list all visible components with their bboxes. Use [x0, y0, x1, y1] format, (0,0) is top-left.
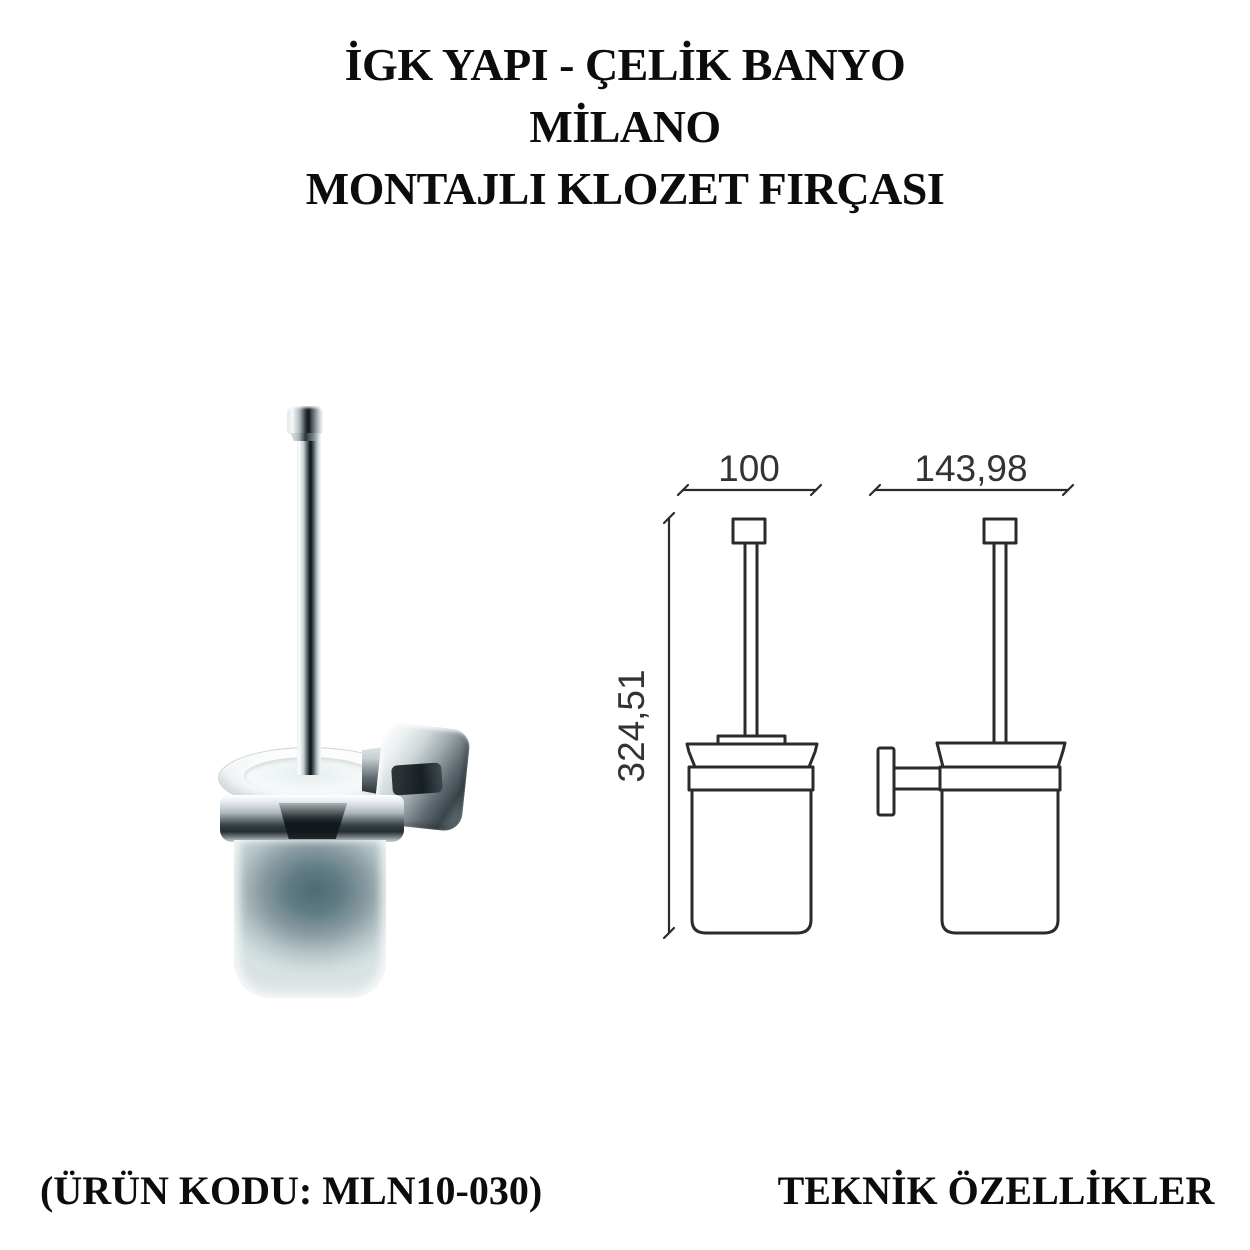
side-view	[878, 519, 1065, 933]
wall-bracket-plate	[373, 722, 471, 833]
title-brand: İGK YAPI - ÇELİK BANYO	[344, 39, 906, 90]
front-rod	[745, 543, 757, 736]
front-knob	[733, 519, 765, 543]
technical-specs-label: TEKNİK ÖZELLİKLER	[777, 1168, 1215, 1213]
dim-label-side-width: 143,98	[914, 448, 1028, 489]
wall-bracket-arm	[362, 738, 442, 806]
title-product: MONTAJLI KLOZET FIRÇASI	[305, 163, 945, 214]
side-bracket-arm	[894, 768, 943, 789]
dim-label-height: 324,51	[611, 669, 652, 783]
front-cup	[692, 790, 811, 933]
glass-cup-rim	[218, 747, 402, 809]
side-knob	[984, 519, 1016, 543]
front-band	[689, 767, 813, 790]
side-collar	[937, 743, 1065, 767]
glass-cup-opening	[244, 757, 374, 795]
side-wall-plate	[878, 748, 894, 815]
bracket-reflection	[391, 762, 443, 795]
side-rod	[994, 543, 1006, 743]
brush-handle-cap	[287, 406, 323, 434]
dimension-labels	[611, 448, 1028, 783]
page-title	[0, 34, 1250, 220]
ring-reflection	[275, 803, 351, 839]
dim-label-front-width: 100	[718, 448, 780, 489]
frosted-glass-cup	[234, 840, 386, 998]
title-series: MİLANO	[529, 101, 721, 152]
side-band	[940, 767, 1060, 790]
side-cup	[942, 790, 1058, 933]
technical-drawing	[600, 430, 1120, 960]
front-view	[687, 519, 817, 933]
front-collar	[687, 744, 817, 767]
brush-handle-rod	[297, 433, 321, 775]
product-code-label: (ÜRÜN KODU: MLN10-030)	[40, 1168, 543, 1213]
brush-handle-taper	[290, 433, 320, 441]
chrome-holder-ring	[220, 795, 404, 842]
